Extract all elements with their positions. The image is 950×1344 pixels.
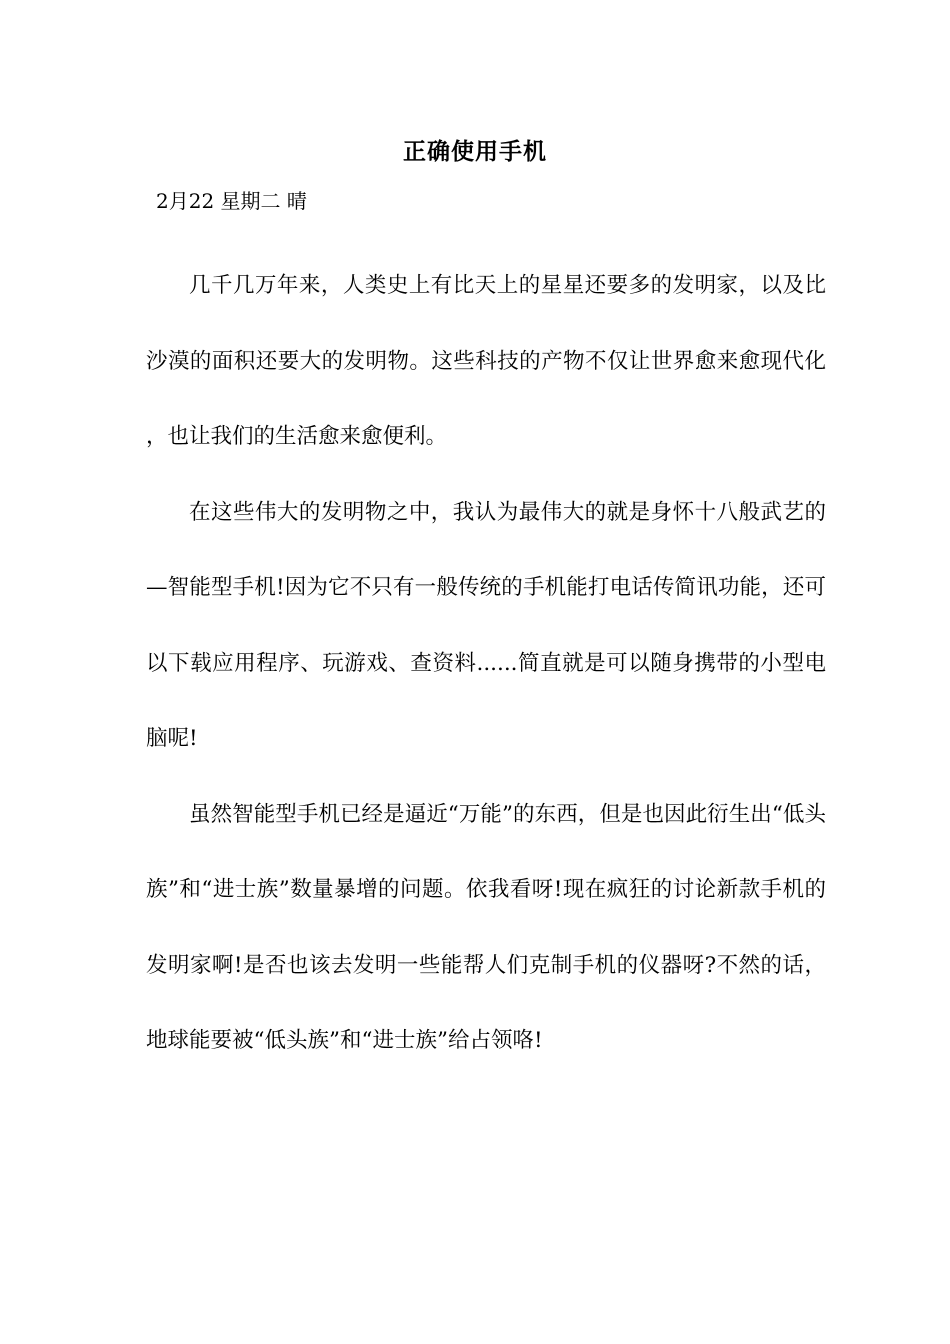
page-title: 正确使用手机 <box>403 139 547 165</box>
paragraph-2: 在这些伟大的发明物之中，我认为最伟大的就是身怀十八般武艺的—智能型手机!因为它不只有一般传统的手机能打电话传简讯功能，还可以下载应用程序、玩游戏、查资料......简直就是可以随身携带的小型电脑呢! <box>146 499 826 751</box>
article-body <box>146 248 826 1079</box>
paragraph-1: 几千几万年来，人类史上有比天上的星星还要多的发明家，以及比沙漠的面积还要大的发明物。这些科技的产物不仅让世界愈来愈现代化，也让我们的生活愈来愈便利。 <box>146 273 826 449</box>
paragraph-3: 虽然智能型手机已经是逼近“万能”的东西，但是也因此衍生出“低头族”和“进士族”数量暴增的问题。依我看呀!现在疯狂的讨论新款手机的发明家啊!是否也该去发明一些能帮人们克制手机的仪器呀?不然的话，地球能要被“低头族”和“进士族”给占领咯! <box>146 801 826 1053</box>
date-weather-line: 2月22 星期二 晴 <box>156 189 307 213</box>
